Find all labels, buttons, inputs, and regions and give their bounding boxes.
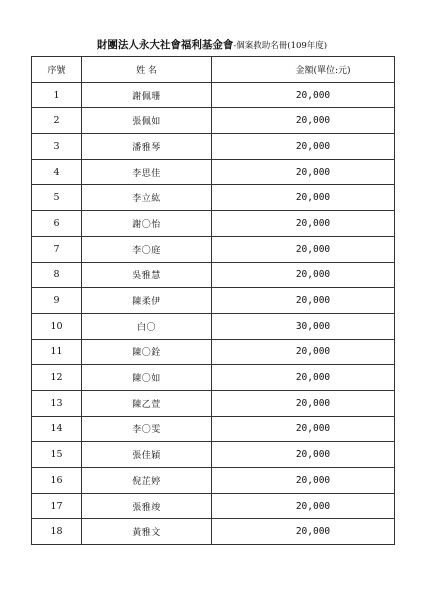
cell-amount: 20,000 xyxy=(212,262,395,288)
table-row xyxy=(32,313,395,339)
cell-serial-number: 15 xyxy=(32,442,82,468)
cell-serial-number: 5 xyxy=(32,185,82,211)
table-row xyxy=(32,211,395,237)
cell-name: 李思佳 xyxy=(82,159,212,185)
table-row xyxy=(32,493,395,519)
table-row xyxy=(32,390,395,416)
cell-name: 李〇雯 xyxy=(82,416,212,442)
cell-serial-number: 14 xyxy=(32,416,82,442)
table-row xyxy=(32,185,395,211)
table-row xyxy=(32,134,395,160)
table-row xyxy=(32,442,395,468)
cell-amount: 20,000 xyxy=(212,134,395,160)
cell-amount: 20,000 xyxy=(212,108,395,134)
table-header-row xyxy=(32,57,395,83)
cell-name: 謝佩珊 xyxy=(82,82,212,108)
cell-amount: 30,000 xyxy=(212,313,395,339)
cell-serial-number: 10 xyxy=(32,313,82,339)
cell-serial-number: 7 xyxy=(32,236,82,262)
cell-amount: 20,000 xyxy=(212,493,395,519)
table-row xyxy=(32,288,395,314)
cell-name: 黃雅文 xyxy=(82,519,212,545)
table-body xyxy=(32,82,395,544)
cell-serial-number: 11 xyxy=(32,339,82,365)
title-subtitle: -個案救助名冊(109年度) xyxy=(233,41,328,51)
cell-serial-number: 12 xyxy=(32,365,82,391)
table-row xyxy=(32,365,395,391)
cell-serial-number: 3 xyxy=(32,134,82,160)
table-row xyxy=(32,236,395,262)
cell-name: 陳柔伊 xyxy=(82,288,212,314)
cell-name: 陳乙萱 xyxy=(82,390,212,416)
table-row xyxy=(32,519,395,545)
title-main: 財團法人永大社會福利基金會 xyxy=(96,39,234,51)
cell-name: 李立紘 xyxy=(82,185,212,211)
cell-serial-number: 6 xyxy=(32,211,82,237)
cell-name: 倪芷婷 xyxy=(82,468,212,494)
cell-amount: 20,000 xyxy=(212,236,395,262)
cell-serial-number: 4 xyxy=(32,159,82,185)
cell-amount: 20,000 xyxy=(212,416,395,442)
cell-serial-number: 13 xyxy=(32,390,82,416)
cell-serial-number: 2 xyxy=(32,108,82,134)
table-row xyxy=(32,468,395,494)
cell-name: 吳雅慧 xyxy=(82,262,212,288)
cell-serial-number: 16 xyxy=(32,468,82,494)
cell-amount: 20,000 xyxy=(212,468,395,494)
table-row xyxy=(32,108,395,134)
cell-serial-number: 17 xyxy=(32,493,82,519)
cell-name: 張雅竣 xyxy=(82,493,212,519)
cell-serial-number: 9 xyxy=(32,288,82,314)
cell-amount: 20,000 xyxy=(212,159,395,185)
cell-name: 潘雅琴 xyxy=(82,134,212,160)
cell-amount: 20,000 xyxy=(212,185,395,211)
table-row xyxy=(32,416,395,442)
cell-name: 陳〇銓 xyxy=(82,339,212,365)
cell-amount: 20,000 xyxy=(212,390,395,416)
relief-roster-table xyxy=(31,56,395,545)
cell-name: 白〇 xyxy=(82,313,212,339)
cell-name: 謝〇怡 xyxy=(82,211,212,237)
cell-name: 李〇庭 xyxy=(82,236,212,262)
cell-serial-number: 1 xyxy=(32,82,82,108)
table-row xyxy=(32,159,395,185)
cell-name: 張佩如 xyxy=(82,108,212,134)
cell-serial-number: 18 xyxy=(32,519,82,545)
header-amount: 金額(單位:元) xyxy=(212,57,395,83)
cell-amount: 20,000 xyxy=(212,211,395,237)
cell-amount: 20,000 xyxy=(212,365,395,391)
cell-amount: 20,000 xyxy=(212,288,395,314)
table-row xyxy=(32,82,395,108)
page-title xyxy=(0,37,424,52)
header-name: 姓 名 xyxy=(82,57,212,83)
table-row xyxy=(32,339,395,365)
table-row xyxy=(32,262,395,288)
cell-amount: 20,000 xyxy=(212,519,395,545)
cell-amount: 20,000 xyxy=(212,442,395,468)
cell-serial-number: 8 xyxy=(32,262,82,288)
cell-amount: 20,000 xyxy=(212,82,395,108)
cell-name: 陳〇如 xyxy=(82,365,212,391)
cell-amount: 20,000 xyxy=(212,339,395,365)
header-serial-number: 序號 xyxy=(32,57,82,83)
cell-name: 張佳穎 xyxy=(82,442,212,468)
